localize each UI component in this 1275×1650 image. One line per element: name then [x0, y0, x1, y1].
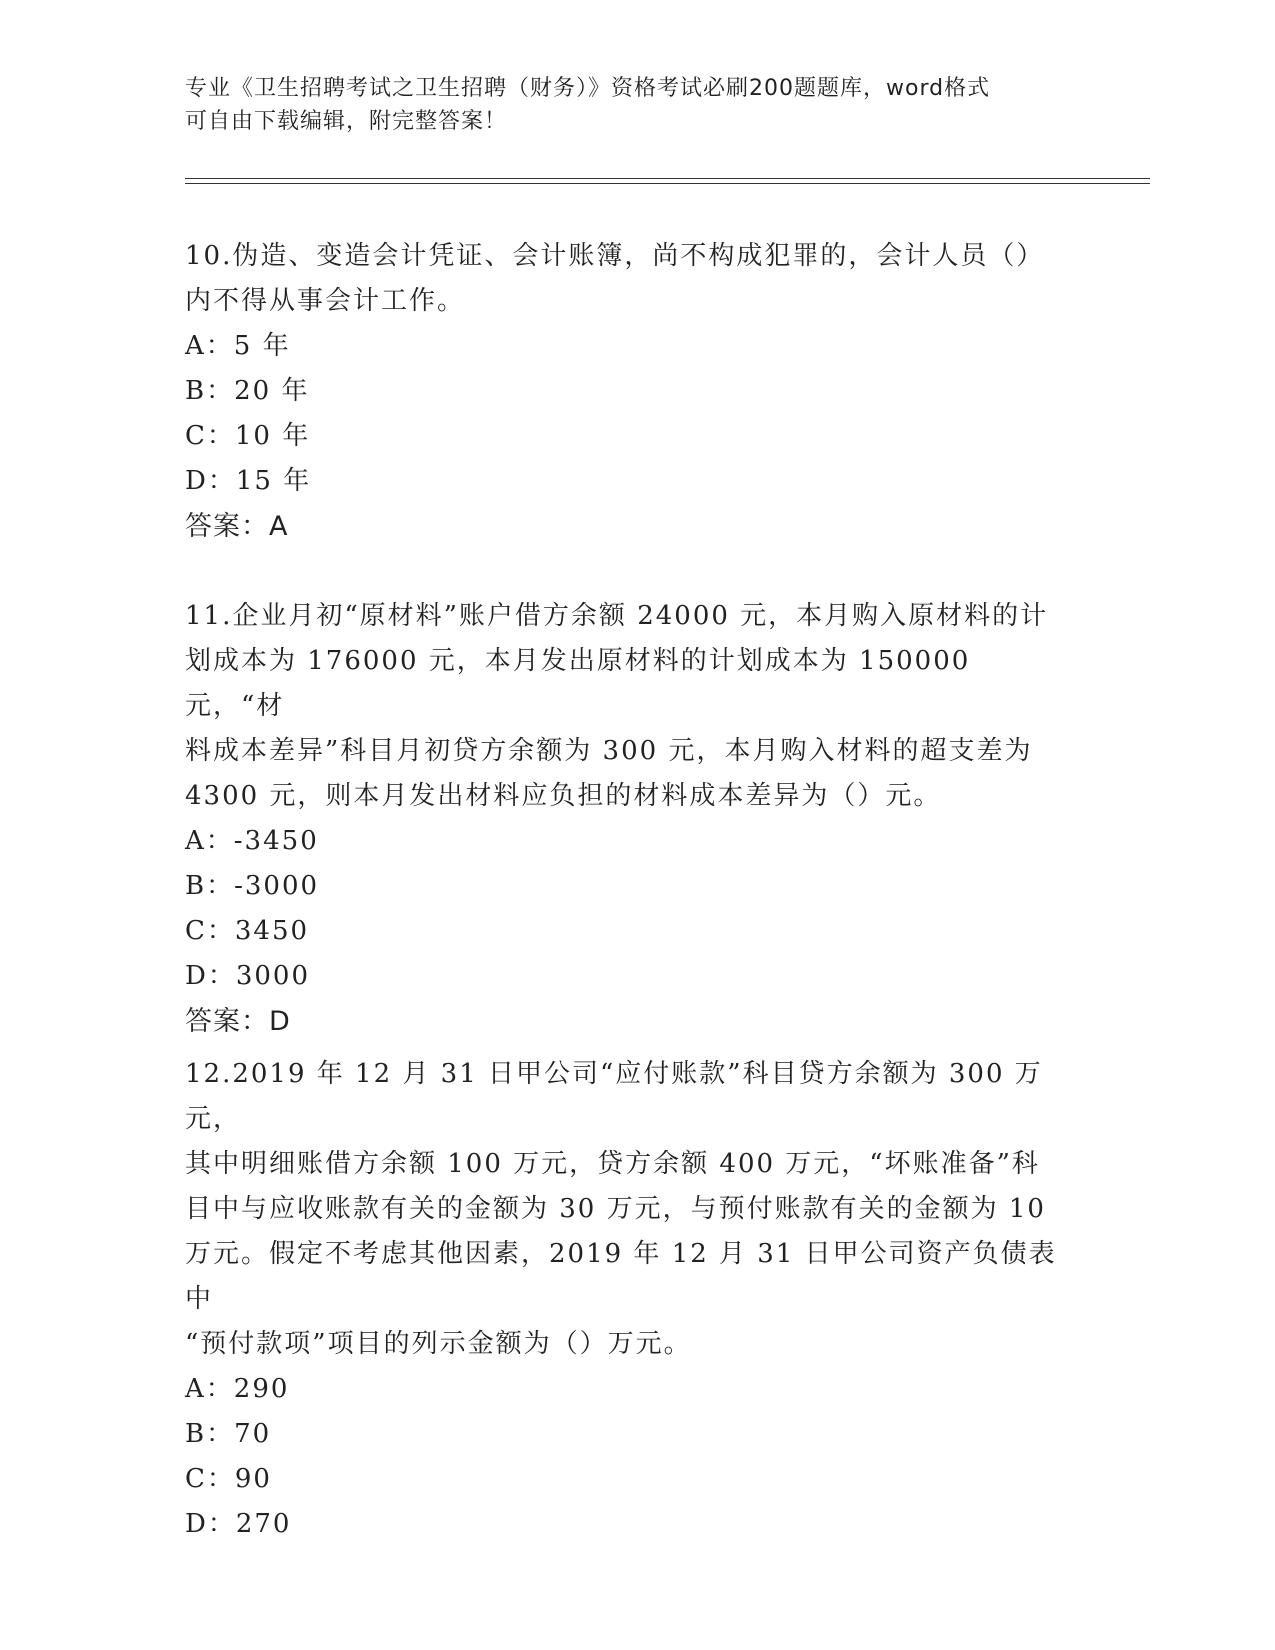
question-stem-line: 万元。假定不考虑其他因素，2019 年 12 月 31 日甲公司资产负债表中 [185, 1239, 1057, 1314]
option-d: D：15 年 [185, 466, 312, 496]
question-stem-line: 内不得从事会计工作。 [185, 286, 466, 316]
question-stem-line: 4300 元，则本月发出材料应负担的材料成本差异为（）元。 [185, 781, 942, 811]
option-c: C：3450 [185, 916, 310, 946]
option-a: A：290 [185, 1374, 290, 1404]
question-stem-line: 11.企业月初“原材料”账户借方余额 24000 元，本月购入原材料的计 [185, 601, 1049, 631]
header-line-1: 专业《卫生招聘考试之卫生招聘（财务）》资格考试必刷200题题库，word格式 [185, 76, 991, 101]
option-b: B：20 年 [185, 376, 310, 406]
question-stem-line: “预付款项”项目的列示金额为（）万元。 [185, 1329, 692, 1359]
question-10 [185, 234, 1065, 549]
header-divider-top [185, 178, 1150, 179]
document-header [185, 72, 1065, 138]
option-b: B：70 [185, 1419, 272, 1449]
option-d: D：3000 [185, 961, 311, 991]
question-12 [185, 1052, 1065, 1547]
option-a: A：5 年 [185, 331, 291, 361]
answer-line: 答案：D [185, 1006, 291, 1037]
question-stem-line: 划成本为 176000 元，本月发出原材料的计划成本为 150000 元，“材 [185, 646, 971, 721]
option-a: A：-3450 [185, 826, 319, 856]
option-c: C：10 年 [185, 421, 311, 451]
question-11 [185, 594, 1065, 1044]
question-stem-line: 10.伪造、变造会计凭证、会计账簿，尚不构成犯罪的，会计人员（） [185, 241, 1045, 271]
question-stem-line: 其中明细账借方余额 100 万元，贷方余额 400 万元，“坏账准备”科 [185, 1149, 1040, 1179]
question-stem-line: 目中与应收账款有关的金额为 30 万元，与预付账款有关的金额为 10 [185, 1194, 1046, 1224]
header-line-2: 可自由下载编辑，附完整答案！ [185, 109, 508, 134]
answer-line: 答案：A [185, 511, 289, 542]
option-d: D：270 [185, 1509, 292, 1539]
header-divider-bottom [185, 183, 1150, 184]
question-stem-line: 料成本差异”科目月初贷方余额为 300 元，本月购入材料的超支差为 [185, 736, 1033, 766]
option-b: B：-3000 [185, 871, 320, 901]
question-stem-line: 12.2019 年 12 月 31 日甲公司“应付账款”科目贷方余额为 300 万元， [185, 1059, 1043, 1134]
option-c: C：90 [185, 1464, 272, 1494]
